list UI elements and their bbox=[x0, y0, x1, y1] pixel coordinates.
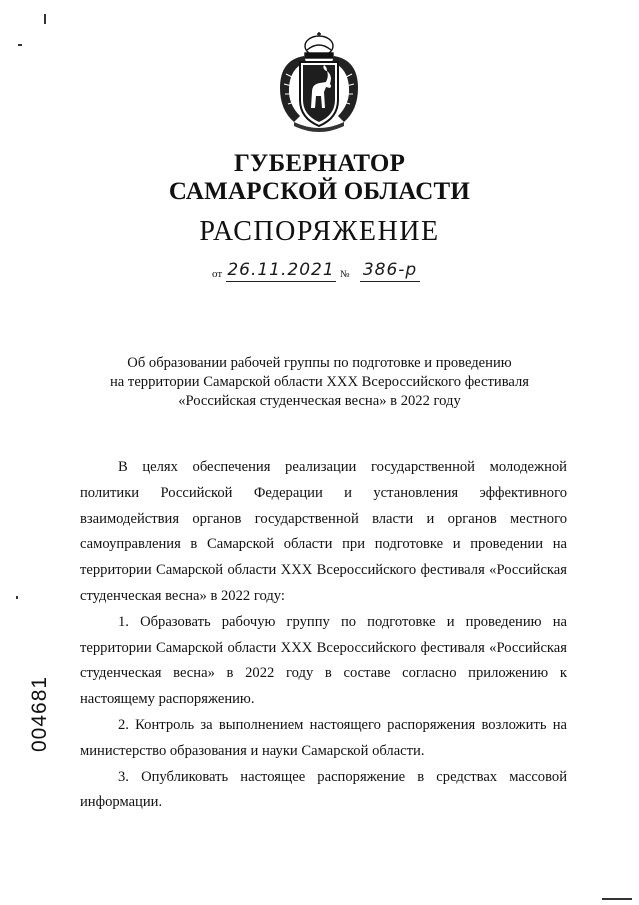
item-paragraph-3: 3. Опубликовать настоящее распоряжение в средствах массовой информации. bbox=[80, 768, 567, 811]
number-prefix: № bbox=[340, 269, 350, 280]
document-subject bbox=[60, 354, 579, 411]
date-prefix: от bbox=[212, 268, 223, 280]
subject-line: на территории Самарской области XXX Всероссийского фестиваля bbox=[110, 374, 529, 390]
item-paragraph-2: 2. Контроль за выполнением настоящего распоряжения возложить на министерство образования и науки Самарской области. bbox=[80, 716, 567, 759]
number-handwritten: 386-р bbox=[360, 259, 420, 282]
scan-speck bbox=[16, 596, 18, 599]
subject-line: «Российская студенческая весна» в 2022 году bbox=[178, 393, 461, 409]
issuer-title-line1: ГУБЕРНАТОР bbox=[233, 150, 406, 177]
document-type-heading: РАСПОРЯЖЕНИЕ bbox=[199, 216, 440, 247]
registration-row bbox=[212, 258, 442, 286]
crown-icon bbox=[305, 32, 333, 58]
scan-speck bbox=[44, 14, 46, 24]
document-body bbox=[80, 455, 567, 816]
coat-of-arms-emblem bbox=[274, 30, 364, 134]
item-paragraph-1: 1. Образовать рабочую группу по подготовке и проведению на территории Самарской области XXX Всероссийского фестиваля «Российская студенческая весна» в 2022 году в составе согласно приложению к настоящему распоряжению. bbox=[80, 613, 567, 708]
preamble-paragraph: В целях обеспечения реализации государственной молодежной политики Российской Федерации и установления эффективного взаимодействия органов государственной власти и органов местного самоуправления в Самарской области при подготовке и проведении на территории Самарской области XXX Всероссийского фестиваля «Российская студенческая весна» в 2022 году: bbox=[80, 459, 567, 604]
subject-line: Об образовании рабочей группы по подготовке и проведению bbox=[127, 355, 512, 371]
date-handwritten: 26.11.2021 bbox=[227, 260, 335, 280]
scan-speck bbox=[18, 44, 22, 46]
margin-number-text: 004681 bbox=[28, 675, 51, 752]
issuer-title-line2: САМАРСКОЙ ОБЛАСТИ bbox=[168, 178, 471, 205]
scan-speck bbox=[602, 898, 632, 900]
margin-registration-number bbox=[28, 652, 52, 752]
